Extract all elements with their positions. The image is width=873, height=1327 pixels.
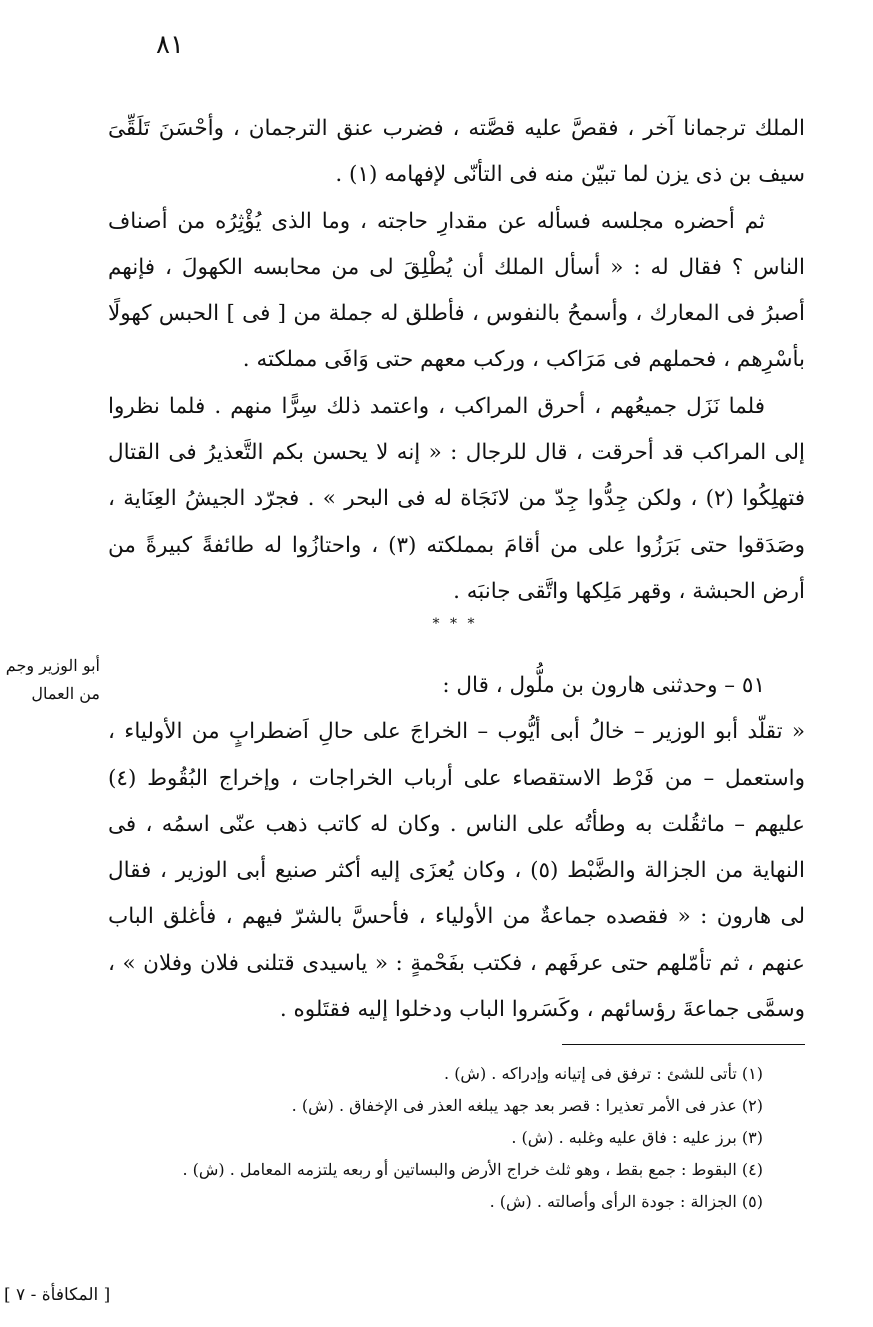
footnote: (٢) عذر فى الأمر تعذيرا : قصر بعد جهد يبلغه العذر فى الإخفاق . (ش) .	[291, 1096, 763, 1115]
margin-note-line: أبو الوزير وجم	[5, 656, 100, 675]
main-text-top	[108, 106, 805, 615]
margin-note-line: من العمال	[31, 684, 100, 703]
paragraph: ثم أحضره مجلسه فسأله عن مقدارِ حاجته ، وما الذى يُؤْثِرُه من أصناف الناس ؟ فقال له : « أسأل الملك أن يُطْلِقَ لى من محابسه الكهولَ ، فإنهم أصبرُ فى المعارك ، وأسمحُ بالنفوس ، فأطلق له جملة من [ فى ] الحبس كهولًا بأسْرِهم ، فحملهم فى مَرَاكب ، وركب معهم حتى وَافَى مملكته .	[108, 208, 805, 373]
paragraph: الملك ترجمانا آخر ، فقصَّ عليه قصَّته ، فضرب عنق الترجمان ، وأحْسَنَ تَلَقِّىَ سيف بن ذى يزن لما تبيّن منه فى التأنّى لإفهامه (١) .	[108, 116, 805, 188]
paragraph: فلما نَزَل جميعُهم ، أحرق المراكب ، واعتمد ذلك سِرًّا منهم . فلما نظروا إلى المراكب قد أحرقت ، قال للرجال : « إنه لا يحسن بكم التَّعذيرُ فى القتال فتهلِكُوا (٢) ، ولكن جِدُّوا جِدّ من لانَجَاة له فى البحر » . فجرّد الجيشُ العِنَاية ، وصَدَقوا حتى بَرَزُوا على من أقامَ بمملكته (٣) ، واحتازُوا له طائفةً كبيرةً من أرض الحبشة ، وقهر مَلِكها واتَّقى جانبَه .	[108, 393, 805, 604]
footnote-divider	[562, 1044, 805, 1045]
footnote: (٣) برز عليه : فاق عليه وغلبه . (ش) .	[511, 1128, 763, 1147]
main-text-bottom	[108, 663, 805, 1033]
section-separator: * * *	[432, 616, 478, 632]
signature-mark: [ المكافأة - ٧ ]	[4, 1285, 111, 1305]
footnote: (١) تأتى للشئ : ترفق فى إتيانه وإدراكه . (ش) .	[444, 1064, 763, 1083]
paragraph: ٥١ – وحدثنى هارون بن ملُّول ، قال :	[442, 673, 765, 698]
footnote: (٥) الجزالة : جودة الرأى وأصالته . (ش) .	[489, 1192, 763, 1211]
paragraph: « تقلّد أبو الوزير – خالُ أبى أيُّوب – الخراجَ على حالِ اَضطرابٍ من الأولياء ، واستعمل – من فَرْط الاستقصاء على أرباب الخراجات ، وإخراج البُقُوط (٤) عليهم – ماثقُلت به وطأتُه على الناس . وكان له كاتب ذهب عنّى اسمُه ، فى النهاية من الجزالة والضَّبْط (٥) ، وكان يُعزَى إليه أكثر صنيع أبى الوزير ، فقال لى هارون : « فقصده جماعةٌ من الأولياء ، فأحسَّ بالشرّ فيهم ، فأغلق الباب عنهم ، ثم تأمّلهم حتى عرفَهم ، فكتب بفَحْمةٍ : « ياسيدى قتلنى فلان وفلان » ، وسمَّى جماعةَ رؤسائهم ، وكَسَروا الباب ودخلوا إليه فقتَلوه .	[108, 719, 805, 1023]
page-number: ٨١	[156, 30, 184, 60]
footnote: (٤) البقوط : جمع بقط ، وهو ثلث خراج الأرض والبساتين أو ربعه يلتزمه المعامل . (ش) .	[182, 1160, 763, 1179]
margin-note	[0, 652, 100, 708]
footnotes	[108, 1058, 763, 1218]
